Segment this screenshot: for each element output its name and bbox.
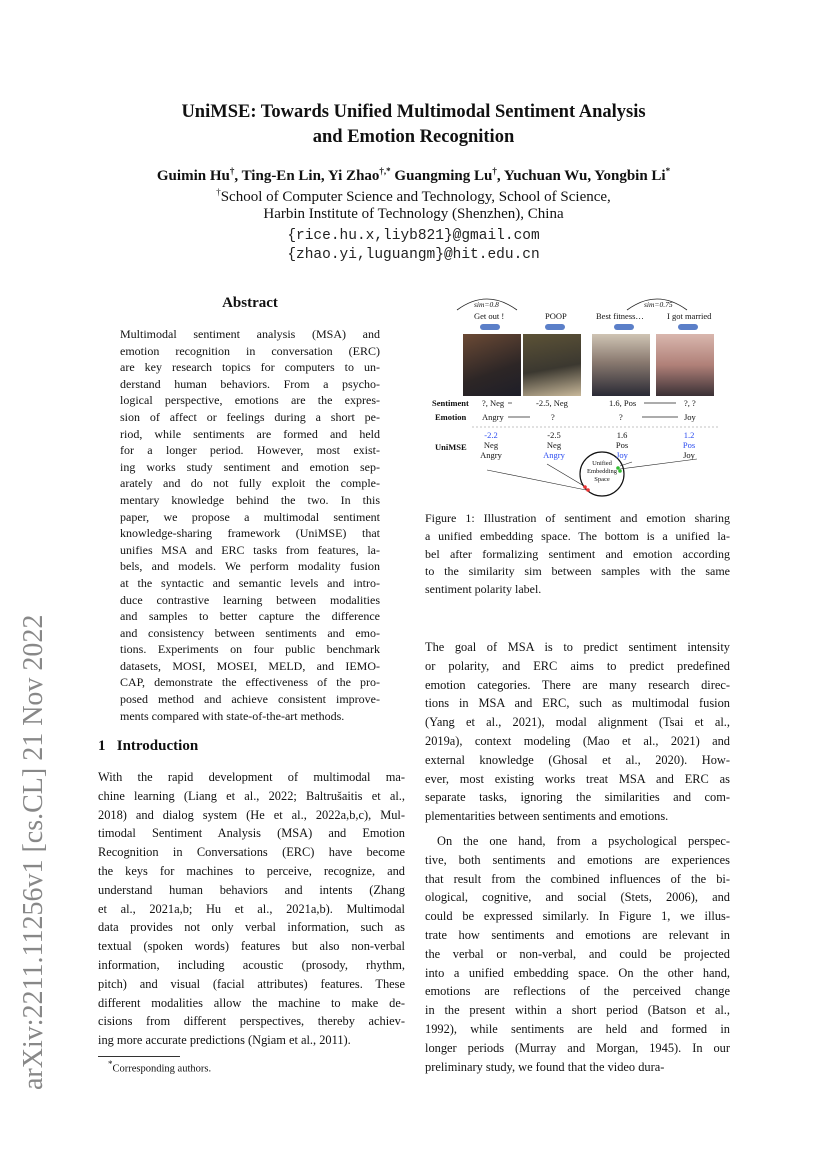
text-line: ever, most existing works treat MSA and ERC as [425, 771, 730, 786]
text-line: at the syntactic and semantic levels and intro- [120, 575, 380, 590]
text-line: are key research topics for computers to un- [120, 360, 380, 375]
footnote [108, 1059, 211, 1075]
row-label-sentiment: Sentiment [432, 398, 469, 408]
emotion: Angry [543, 450, 565, 460]
sim-label-1: sim=0.8 [474, 300, 499, 309]
text-line: and consistency between sentiments and emo- [120, 625, 380, 640]
text-line: arately and do not fully exploit the comple- [120, 476, 380, 491]
text-line: 2019a), context modeling (Mao et al., 2021) and [425, 733, 730, 748]
text-line: external knowledge (Ghosal et al., 2020). How- [425, 752, 730, 767]
author: Guangming Lu [390, 168, 493, 184]
affil-mark: † [216, 187, 221, 197]
video-frame-3 [592, 334, 650, 396]
text-line: longer periods (Murray and Morgan, 1945). In our [425, 1040, 730, 1055]
text-line: sion of affect or feelings during a short pe- [120, 409, 380, 424]
row-label-unimse: UniMSE [435, 442, 467, 452]
paragraph [425, 510, 730, 599]
emotion-3: ? [619, 412, 623, 422]
text-line: trate how sentiments and emotions are relevant in [425, 927, 730, 942]
sentiment-2: -2.5, Neg [536, 398, 568, 408]
footnote-mark: * [108, 1059, 113, 1069]
text-line: ological, cognitive, and social (Stets, 2006), and [425, 890, 730, 905]
utterance-3: Best fitness… [596, 311, 644, 321]
affiliation-line1 [0, 187, 827, 206]
text-line: emotion categories. There are many research direc- [425, 677, 730, 692]
text-line: With the rapid development of multimodal ma- [98, 770, 405, 784]
text-line: ments compared with state-of-the-art methods. [120, 708, 345, 723]
text-line: the verbal or non-verbal, and could be projected [425, 946, 730, 961]
text-line: posed method and achieve consistent improve- [120, 692, 380, 707]
text-line: for a longer period. However, most exist- [120, 443, 380, 458]
text-line: preliminary study, we found that the video dura- [425, 1059, 665, 1074]
sim-label-2: sim=0.75 [644, 300, 673, 309]
text-line: to the similarity sim between samples with the same [425, 564, 730, 579]
emotion-2: ? [551, 412, 555, 422]
email-line1: {rice.hu.x,liyb821}@gmail.com [287, 228, 540, 244]
embedding-space-label [580, 460, 624, 484]
figure-caption [425, 510, 730, 599]
paper-title-line2: and Emotion Recognition [312, 127, 515, 147]
audio-waveform-icon [678, 324, 698, 330]
text-line: bel after formalizing sentiment and emotion according [425, 546, 730, 561]
circle-text: Unified [592, 460, 612, 467]
affil-mark: * [665, 166, 671, 176]
sentiment-4: ?, ? [684, 398, 696, 408]
text-line: chine learning (Liang et al., 2022; Baltrušaitis et al., [98, 788, 405, 803]
text-line: bels, and models. We perform modality fusion [120, 559, 380, 574]
abstract-heading: Abstract [222, 295, 278, 311]
intensity: -2.2 [484, 430, 498, 440]
emotion: Joy [683, 450, 695, 460]
unimse-label-2 [539, 430, 569, 460]
unimse-label-4 [674, 430, 704, 460]
text-line: ing more accurate predictions (Ngiam et al., 2011). [98, 1033, 351, 1048]
text-line: understand human behaviors and intents (Zhang [98, 882, 405, 897]
text-line: unifies MSA and ERC tasks from features, la- [120, 542, 380, 557]
text-line: et al., 2021a,b; Hu et al., 2021a,b). Multimodal [98, 901, 405, 916]
emotion: Angry [480, 450, 502, 460]
text-line: riod, while sentiments are formed and held [120, 426, 380, 441]
text-line: the keys for machines to perceive, recognize, and [98, 863, 405, 878]
audio-waveform-icon [545, 324, 565, 330]
text-line: emotions are reflections of the perceived change [425, 984, 730, 999]
paragraph [120, 326, 380, 724]
text-line: plementarities between sentiments and emotions. [425, 809, 669, 824]
text-line: datasets, MOSI, MOSEI, MELD, and IEMO- [120, 658, 380, 673]
introduction-body [98, 768, 405, 1050]
row-label-emotion: Emotion [435, 412, 467, 422]
sentiment-3: 1.6, Pos [609, 398, 637, 408]
affil-mark: †,* [379, 166, 391, 176]
circle-text: Embedding [587, 468, 617, 475]
text-line: tions. Experiments on four public benchmark [120, 642, 380, 657]
utterance-4: I got married [667, 311, 712, 321]
footnote-text: Corresponding authors. [112, 1063, 212, 1075]
text-line: emotion recognition in conversation (ERC) [120, 343, 380, 358]
section-title: Introduction [116, 738, 199, 754]
email-line2: {zhao.yi,luguangm}@hit.edu.cn [287, 247, 540, 263]
text-line: 1992), while sentiments are held and formed in [425, 1021, 730, 1036]
text-line: (Yang et al., 2021), modal alignment (Tsai et al., [425, 715, 730, 730]
unimse-label-3 [607, 430, 637, 460]
figure-lines [432, 294, 720, 498]
author: Guimin Hu [156, 168, 230, 184]
text-line: 2018) and dialog system (He et al., 2022a,b,c), Mul- [98, 807, 405, 822]
text-line: Recognition in Conversations (ERC) have become [98, 845, 405, 860]
polarity: Neg [483, 440, 499, 450]
text-line: duce contrastive learning between modalities [120, 592, 380, 607]
affiliation-line2: Harbin Institute of Technology (Shenzhen), China [263, 206, 564, 222]
text-line: and samples to better capture the difference [120, 609, 380, 624]
audio-waveform-icon [614, 324, 634, 330]
footnote-rule [98, 1056, 180, 1057]
arxiv-identifier: arXiv:2211.11256v1 [cs.CL] 21 Nov 2022 [18, 614, 49, 1090]
section-number: 1 [98, 738, 106, 754]
text-line: could be expressed similarly. In Figure 1, we illus- [425, 909, 730, 924]
text-line: or polarity, and ERC aims to predict predefined [425, 658, 730, 673]
text-line: data provides not only verbal information, such as [98, 920, 405, 935]
affil-mark: † [229, 166, 235, 176]
audio-waveform-icon [480, 324, 500, 330]
sentiment-1: ?, Neg [482, 398, 505, 408]
text-line: derstand human behaviors. From a psycho- [120, 376, 380, 391]
emotion-1: Angry [482, 412, 504, 422]
text-line: tions in MSA and ERC, such as multimodal fusion [425, 696, 730, 711]
emotion: Joy [616, 450, 628, 460]
text-line: On the one hand, from a psychological perspec- [437, 833, 730, 848]
intensity: -2.5 [547, 430, 561, 440]
text-line: Figure 1: Illustration of sentiment and emotion sharing [425, 511, 730, 525]
text-line: paper, we propose a multimodal sentiment [120, 509, 380, 524]
author-list [0, 166, 827, 185]
text-line: information, including acoustic (prosody, rhythm, [98, 957, 405, 972]
text-line: mentary knowledge behind the two. In this [120, 492, 380, 507]
polarity: Neg [546, 440, 562, 450]
text-line: into a unified embedding space. On the other hand, [425, 965, 730, 980]
text-line: separate tasks, ignoring the similarities and com- [425, 790, 730, 805]
abstract-body [120, 326, 380, 724]
paragraph [425, 638, 730, 826]
intensity: 1.2 [683, 430, 695, 440]
circle-text: Space [594, 476, 610, 483]
video-frame-1 [463, 334, 521, 396]
text-line: pitch) and visual (facial attributes) features. These [98, 976, 405, 991]
affil-mark: † [492, 166, 497, 176]
paragraph [98, 768, 405, 1050]
polarity: Pos [682, 440, 696, 450]
text-line: ing works study sentiment and emotion sep- [120, 459, 380, 474]
paper-title-line1: UniMSE: Towards Unified Multimodal Sentiment Analysis [181, 102, 646, 122]
video-frame-4 [656, 334, 714, 396]
polarity: Pos [615, 440, 629, 450]
author: , Ting-En Lin, Yi Zhao [234, 168, 380, 184]
intensity: 1.6 [616, 430, 628, 440]
video-frame-2 [523, 334, 581, 396]
text-line: in the present within a short period (Batson et al., [425, 1003, 730, 1018]
text-line: knowledge-sharing framework (UniMSE) that [120, 526, 380, 541]
text-line: sentiment polarity label. [425, 582, 542, 597]
text-line: Multimodal sentiment analysis (MSA) and [120, 327, 380, 341]
unimse-label-1 [476, 430, 506, 460]
text-line: textual (spoken words) features but also non-verbal [98, 939, 405, 954]
text-line: logical perspective, emotions are the expres- [120, 393, 380, 408]
author: , Yuchuan Wu, Yongbin Li [496, 168, 666, 184]
affiliation-text: School of Computer Science and Technology, School of Science, [220, 189, 611, 205]
section-heading [98, 738, 198, 755]
utterance-2: POOP [545, 311, 567, 321]
text-line: tive, both sentiments and emotions are experiences [425, 852, 730, 867]
text-line: CAP, demonstrate the effectiveness of the pro- [120, 675, 380, 690]
paragraph [425, 832, 730, 1076]
right-column-body [425, 638, 730, 1076]
text-line: that result from the combined influences of the bi- [425, 871, 730, 886]
text-line: timodal Sentiment Analysis (MSA) and Emotion [98, 826, 405, 841]
text-line: a unified embedding space. The bottom is a unified la- [425, 528, 730, 543]
emotion-4: Joy [684, 412, 696, 422]
text-line: different modalities allow the machine to make de- [98, 995, 405, 1010]
text-line: The goal of MSA is to predict sentiment intensity [425, 640, 730, 654]
text-line: cisions from different perspectives, thereby achiev- [98, 1014, 405, 1029]
figure-1 [432, 294, 720, 498]
utterance-1: Get out ! [474, 311, 505, 321]
